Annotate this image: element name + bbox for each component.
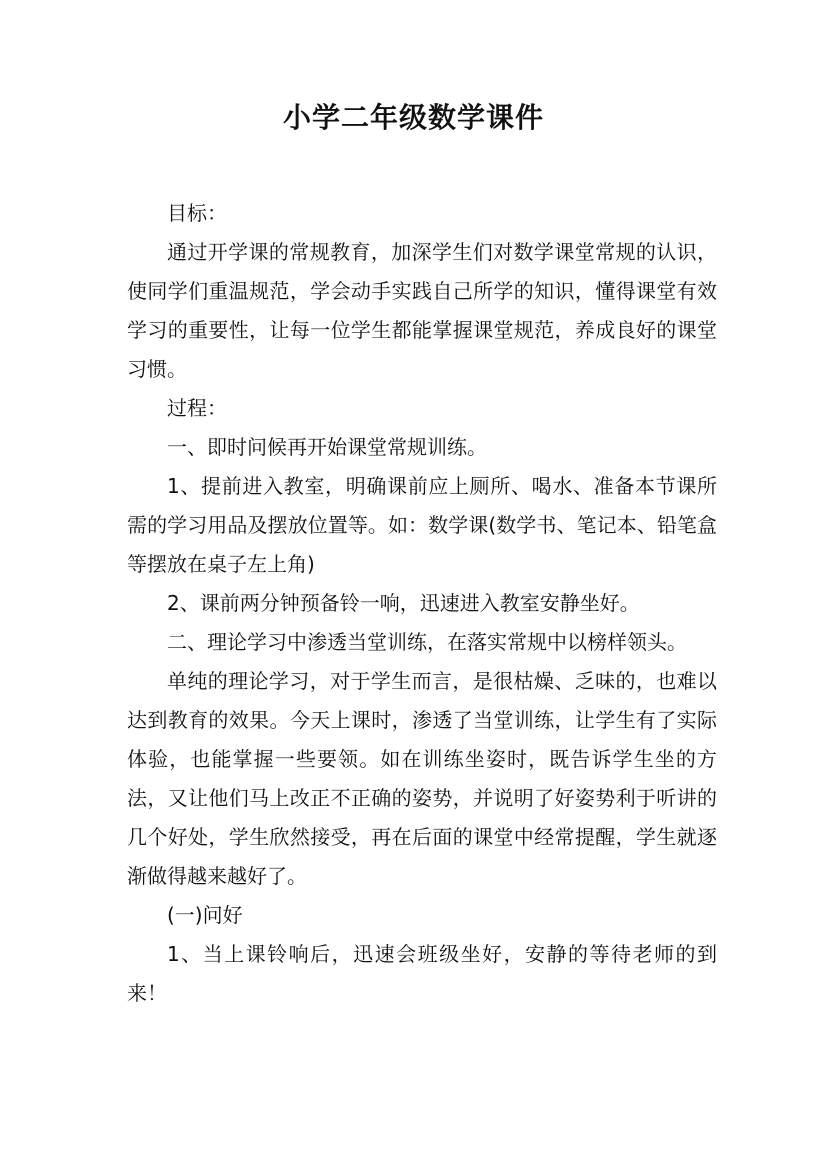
document-body [127, 194, 717, 1013]
paragraph-goal-text: 通过开学课的常规教育，加深学生们对数学课堂常规的认识，使同学们重温规范，学会动手实践自己所学的知识，懂得课堂有效学习的重要性，让每一位学生都能掌握课堂规范，养成良好的课堂习惯。 [127, 240, 717, 381]
paragraph-goal-heading: 目标： [167, 201, 227, 225]
paragraph-theory-text: 单纯的理论学习，对于学生而言，是很枯燥、乏味的，也难以达到教育的效果。今天上课时，渗透了当堂训练，让学生有了实际体验，也能掌握一些要领。如在训练坐姿时，既告诉学生坐的方法，又让他们马上改正不正确的姿势，并说明了好姿势利于听讲的几个好处，学生欣然接受，再在后面的课堂中经常提醒，学生就逐渐做得越来越好了。 [127, 669, 717, 888]
paragraph-section-two: 二、理论学习中渗透当堂训练，在落实常规中以榜样领头。 [167, 630, 687, 654]
paragraph-item-2: 2、课前两分钟预备铃一响，迅速进入教室安静坐好。 [167, 591, 640, 615]
paragraph-process-heading: 过程： [167, 396, 227, 420]
paragraph-greeting-item-1: 1、当上课铃响后，迅速会班级坐好，安静的等待老师的到来！ [127, 942, 717, 1005]
document-title: 小学二年级数学课件 [282, 101, 544, 134]
paragraph-greeting-heading: (一)问好 [167, 903, 243, 927]
paragraph-section-one: 一、即时问候再开始课堂常规训练。 [167, 435, 487, 459]
paragraph-item-1: 1、提前进入教室，明确课前应上厕所、喝水、准备本节课所需的学习用品及摆放位置等。如：数学课(数学书、笔记本、铅笔盒等摆放在桌子左上角) [127, 474, 717, 576]
